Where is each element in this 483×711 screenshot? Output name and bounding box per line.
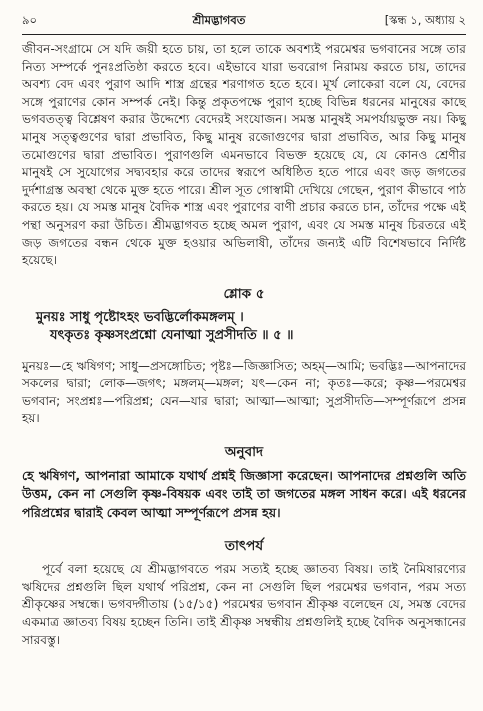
- translation-text: হে ঋষিগণ, আপনারা আমাকে যথার্থ প্রশ্নই জিজ্ঞাসা করেছেন। আপনাদের প্রশ্নগুলি অতি উত্তম, কেন না সেগুলি কৃষ্ণ-বিষয়ক এবং তাই তা জগতের মঙ্গল সাধন করে। এই ধরনের পরিপ্রশ্নের দ্বারাই কেবল আত্মা সম্পূর্ণরূপে প্রসন্ন হয়।: [22, 467, 466, 520]
- intro-paragraph: জীবন-সংগ্রামে সে যদি জয়ী হতে চায়, তা হলে তাকে অবশ্যই পরমেশ্বর ভগবানের সঙ্গে তার নিত্য সম্পর্কে পুনঃপ্রতিষ্ঠা করতে হবে। এইভাবে যারা ভবরোগ নিরাময় করতে চায়, তাদের অবশ্য বেদ এবং পুরাণ আদি শাস্ত্র গ্রন্থের শরণাগত হতে হবে। মূর্খ লোকেরা বলে যে, বেদের সঙ্গে পুরাণের কোন সম্পর্ক নেই। কিন্তু প্রকৃতপক্ষে পুরাণ হচ্ছে বিভিন্ন ধরনের মানুষের কাছে ভগবতত্ত্ব বিশ্লেষণ করার উদ্দেশ্যে বেদেরই সংযোজন। সমস্ত মানুষই সমপর্যায়ভুক্ত নয়। কিছু মানুষ সত্ত্বগুণের দ্বারা প্রভাবিত, কিছু মানুষ রজোগুণের দ্বারা প্রভাবিত, আর কিছু মানুষ তমোগুণের দ্বারা প্রভাবিত। পুরাণগুলি এমনভাবে বিভক্ত হয়েছে যে, যে কোনও শ্রেণীর মানুষই সে সুযোগের সদ্ব্যবহার করে তাদের স্বরূপে অধিষ্ঠিত হতে পারে এবং জড় জগতের দুর্দশাগ্রস্ত অবস্থা থেকে মুক্ত হতে পারে। শ্রীল সূত গোস্বামী দেখিয়ে গেছেন, পুরাণ কীভাবে পাঠ করতে হয়। যে সমস্ত মানুষ বৈদিক শাস্ত্র এবং পুরাণের বাণী প্রচার করতে চান, তাঁদের পক্ষে এই পন্থা অনুসরণ করা উচিত। শ্রীমদ্ভাগবত হচ্ছে অমল পুরাণ, এবং যে সমস্ত মানুষ চিরতরে এই জড় জগতের বন্ধন থেকে মুক্ত হওয়ার অভিলাষী, তাঁদের জন্যই এটি বিশেষভাবে নির্দিষ্ট হয়েছে।: [22, 42, 466, 268]
- verse-line-1: মুনয়ঃ সাধু পৃষ্টোঽহং ভবদ্ভির্লোকমঙ্গলম্ ।: [36, 309, 244, 325]
- book-page: [22, 12, 466, 649]
- purport-heading: তাৎপর্য: [224, 538, 264, 555]
- purport-text: পূর্বে বলা হয়েছে যে শ্রীমদ্ভাগবতে পরম সত্যই হচ্ছে জ্ঞাতব্য বিষয়। তাই নৈমিষারণ্যের ঋষিদের প্রশ্নগুলি ছিল যথার্থ পরিপ্রশ্ন, কেন না সেগুলি ছিল পরমেশ্বর ভগবান, পরম সত্য শ্রীকৃষ্ণের সম্বন্ধে। ভগবদ্গীতায় (১৫/১৫) পরমেশ্বর ভগবান শ্রীকৃষ্ণ বলেছেন যে, সমস্ত বেদের একমাত্র জ্ঞাতব্য বিষয় হচ্ছেন তিনি। তাই শ্রীকৃষ্ণ সম্বন্ধীয় প্রশ্নগুলিই হচ্ছে বৈদিক অনুসন্ধানের সারবস্তু।: [22, 562, 466, 647]
- sloka-verse: [36, 309, 466, 346]
- translation-heading: অনুবাদ: [224, 443, 264, 460]
- page-header: [22, 12, 466, 32]
- chapter-reference: [স্কন্ধ ১, অধ্যায় ২: [384, 13, 466, 27]
- page-number: ৯০: [22, 13, 37, 27]
- synonyms: মুনয়ঃ—হে ঋষিগণ; সাধু—প্রসঙ্গোচিত; পৃষ্টঃ—জিজ্ঞাসিত; অহম্—আমি; ভবদ্ভিঃ—আপনাদের সকলের দ্বারা; লোক—জগৎ; মঙ্গলম্—মঙ্গল; যৎ—কেন না; কৃতঃ—করে; কৃষ্ণ—পরমেশ্বর ভগবান; সংপ্রশ্নঃ—পরিপ্রশ্ন; যেন—যার দ্বারা; আত্মা—আত্মা; সুপ্রসীদতি—সম্পূর্ণরূপে প্রসন্ন হয়।: [22, 358, 466, 426]
- book-title: শ্রীমদ্ভাগবত: [192, 13, 246, 27]
- sloka-heading: শ্লোক ৫: [223, 285, 265, 302]
- verse-line-2: যৎকৃতঃ কৃষ্ণসংপ্রশ্নো যেনাত্মা সুপ্রসীদতি ॥ ৫ ॥: [50, 328, 294, 344]
- header-rule: [22, 34, 466, 35]
